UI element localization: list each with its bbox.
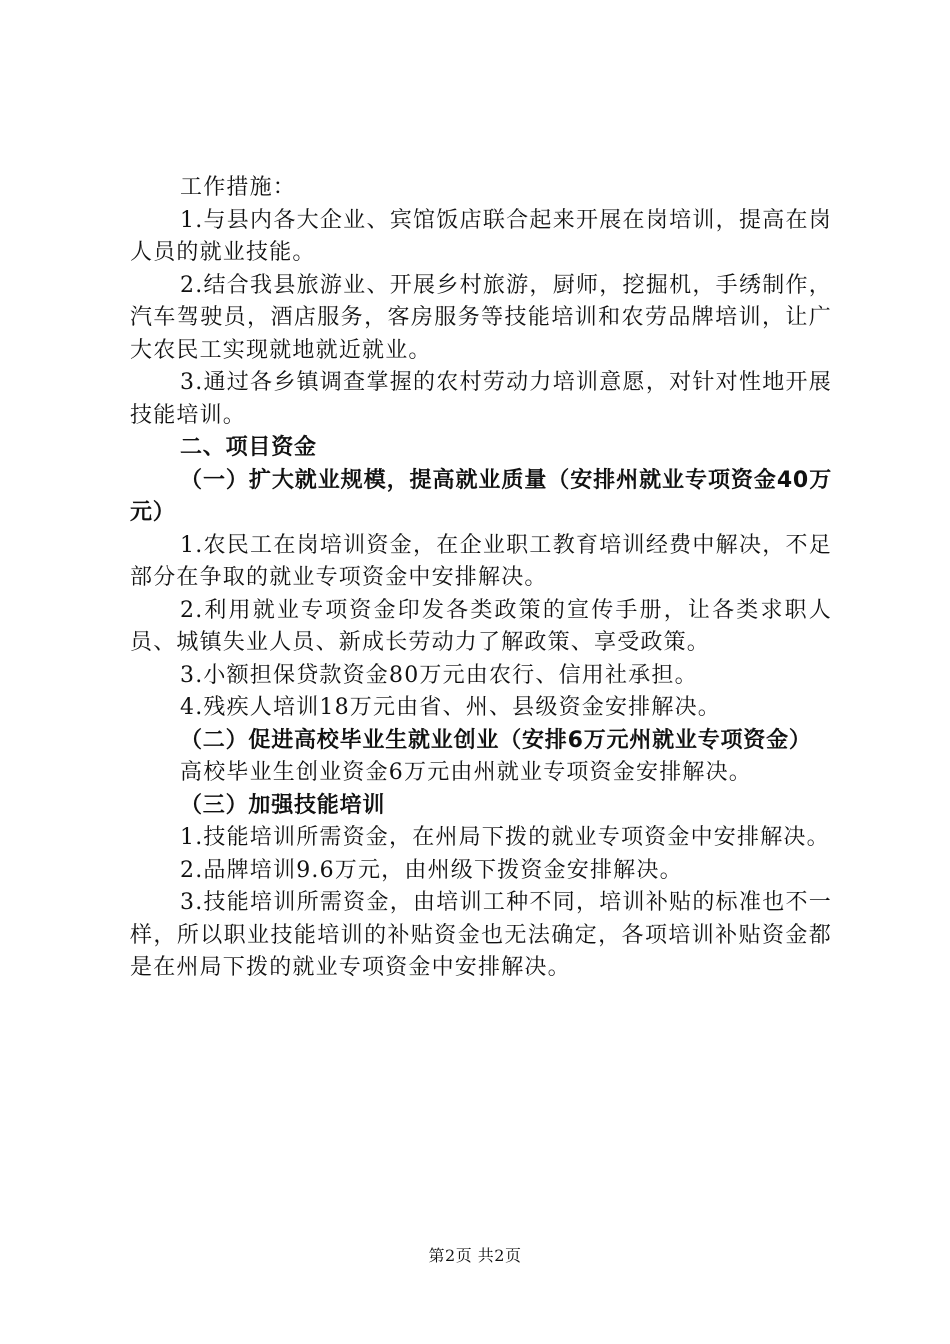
training-item-2: 2.品牌培训9.6万元，由州级下拨资金安排解决。 (180, 857, 683, 883)
measures-label: 工作措施： (180, 175, 297, 200)
subsection-heading-1: （一）扩大就业规模，提高就业质量（安排州就业专项资金40万元） (130, 467, 832, 525)
measure-item-3: 3.通过各乡镇调查掌握的农村劳动力培训意愿，对针对性地开展技能培训。 (130, 370, 832, 428)
measure-item-1: 1.与县内各大企业、宾馆饭店联合起来开展在岗培训，提高在岗人员的就业技能。 (130, 207, 832, 265)
funds-item-3: 3.小额担保贷款资金80万元由农行、信用社承担。 (180, 662, 698, 688)
measure-item-2: 2.结合我县旅游业、开展乡村旅游，厨师，挖掘机，手绣制作，汽车驾驶员，酒店服务，客房服务等技能培训和农劳品牌培训，让广大农民工实现就地就近就业。 (130, 272, 832, 363)
subsection-heading-3: （三）加强技能培训 (180, 792, 386, 818)
funds-item-1: 1.农民工在岗培训资金，在企业职工教育培训经费中解决，不足部分在争取的就业专项资金中安排解决。 (130, 532, 832, 590)
section-heading-funds: 二、项目资金 (180, 435, 317, 460)
funds-item-2: 2.利用就业专项资金印发各类政策的宣传手册，让各类求职人员、城镇失业人员、新成长劳动力了解政策、享受政策。 (130, 597, 832, 655)
training-item-1: 1.技能培训所需资金，在州局下拨的就业专项资金中安排解决。 (180, 825, 830, 850)
subsection-heading-2: （二）促进高校毕业生就业创业（安排6万元州就业专项资金） (180, 727, 812, 753)
document-body (130, 172, 832, 985)
page-number-footer: 第2页 共2页 (428, 1246, 522, 1265)
graduate-funds-text: 高校毕业生创业资金6万元由州就业专项资金安排解决。 (180, 760, 752, 785)
funds-item-4: 4.残疾人培训18万元由省、州、县级资金安排解决。 (180, 695, 721, 720)
training-item-3: 3.技能培训所需资金，由培训工种不同，培训补贴的标准也不一样，所以职业技能培训的补贴资金也无法确定，各项培训补贴资金都是在州局下拨的就业专项资金中安排解决。 (130, 890, 832, 980)
